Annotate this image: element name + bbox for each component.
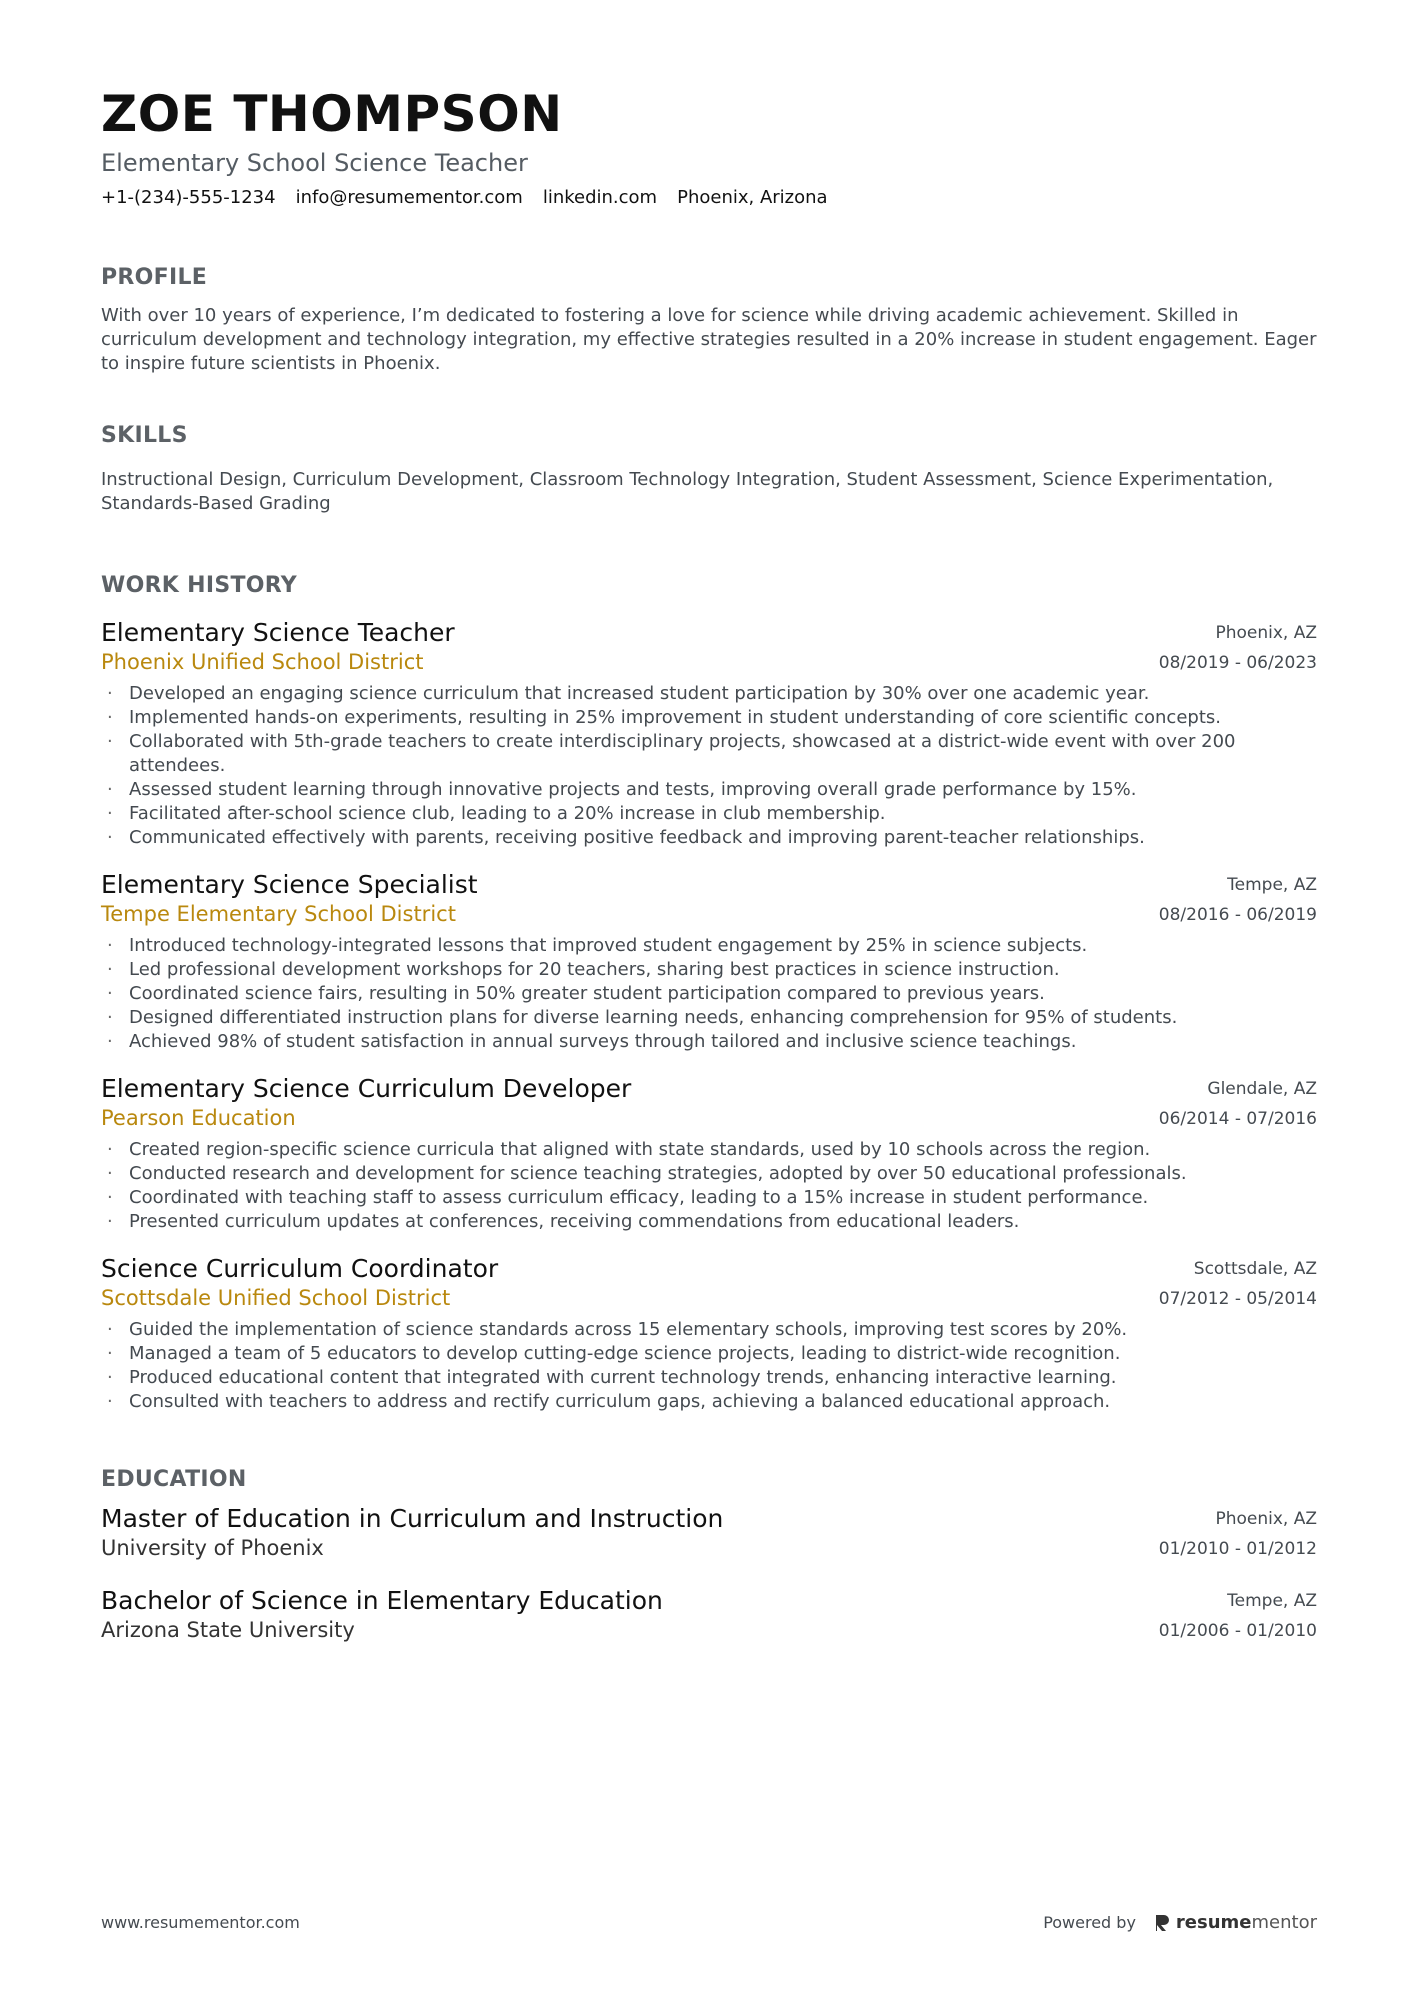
job-bullet: · Designed differentiated instruction plans for diverse learning needs, enhancing comprehension for 95% of students. [101,1006,1317,1030]
education-meta [1159,1586,1317,1646]
contact-location: Phoenix, Arizona [677,187,828,208]
skills-heading: SKILLS [101,423,188,448]
education-location: Tempe, AZ [1227,1591,1317,1611]
job-header [101,1074,1317,1134]
job-company: Pearson Education [101,1106,296,1130]
job-dates: 06/2014 - 07/2016 [1158,1109,1317,1129]
brand-bold: resume [1175,1912,1252,1933]
job-company: Scottsdale Unified School District [101,1286,451,1310]
education-heading: EDUCATION [101,1467,247,1492]
job-bullet: · Guided the implementation of science standards across 15 elementary schools, improving test scores by 20%. [101,1318,1317,1342]
job-entry [101,618,1317,850]
job-bullet: · Facilitated after-school science club, leading to a 20% increase in club membership. [101,802,1317,826]
contact-email[interactable]: info@resumementor.com [295,187,523,208]
contact-info [101,186,1317,210]
job-header [101,870,1317,930]
job-bullet: · Assessed student learning through innovative projects and tests, improving overall grade performance by 15%. [101,778,1317,802]
job-header [101,618,1317,678]
job-bullet: · Introduced technology-integrated lessons that improved student engagement by 25% in science subjects. [101,934,1317,958]
skills-text: Instructional Design, Curriculum Development, Classroom Technology Integration, Student Assessment, Science Experimentation, Standards-Based Grading [101,469,1274,514]
job-location: Phoenix, AZ [1215,623,1317,643]
job-entry [101,1254,1317,1414]
job-bullets [101,934,1317,1054]
contact-phone: +1-(234)-555-1234 [101,187,276,208]
job-bullet: · Coordinated with teaching staff to assess curriculum efficacy, leading to a 15% increase in student performance. [101,1186,1317,1210]
job-company: Phoenix Unified School District [101,650,424,674]
job-header [101,1254,1317,1314]
job-meta [1159,870,1317,930]
job-bullet: · Achieved 98% of student satisfaction in annual surveys through tailored and inclusive science teachings. [101,1030,1317,1054]
education-school: University of Phoenix [101,1536,324,1560]
education-school: Arizona State University [101,1618,355,1642]
job-dates: 08/2019 - 06/2023 [1158,653,1317,673]
candidate-title: Elementary School Science Teacher [101,149,528,177]
job-location: Scottsdale, AZ [1193,1259,1317,1279]
profile-text: With over 10 years of experience, I’m dedicated to fostering a love for science while driving academic achievement. Skilled in curriculum development and technology integration, my effective strategies resulted in a 20% increase in student engagement. Eager to inspire future scientists in Phoenix. [101,305,1317,374]
job-bullet: · Managed a team of 5 educators to develop cutting-edge science projects, leading to district-wide recognition. [101,1342,1317,1366]
job-dates: 08/2016 - 06/2019 [1158,905,1317,925]
education-title-block [101,1504,723,1562]
job-meta [1159,1254,1317,1314]
job-location: Tempe, AZ [1227,875,1317,895]
education-entry [101,1504,1317,1564]
job-title: Elementary Science Curriculum Developer [101,1074,632,1103]
job-title-block [101,1254,498,1312]
job-bullets [101,1318,1317,1414]
work-history-heading: WORK HISTORY [101,573,298,598]
job-bullet: · Developed an engaging science curriculum that increased student participation by 30% over one academic year. [101,682,1317,706]
education-dates: 01/2006 - 01/2010 [1158,1621,1317,1641]
resume-header [101,84,1317,210]
job-location: Glendale, AZ [1207,1079,1317,1099]
job-title: Science Curriculum Coordinator [101,1254,499,1283]
job-bullets [101,1138,1317,1234]
job-bullet: · Conducted research and development for science teaching strategies, adopted by over 50 educational professionals. [101,1162,1317,1186]
footer-website[interactable]: www.resumementor.com [101,1913,300,1932]
candidate-name: ZOE THOMPSON [101,85,563,143]
job-entry [101,870,1317,1054]
job-meta [1159,618,1317,678]
contact-linkedin[interactable]: linkedin.com [542,187,658,208]
resumementor-logo[interactable] [1154,1912,1317,1933]
job-title: Elementary Science Teacher [101,618,455,647]
page-footer [101,1912,1317,1933]
job-company: Tempe Elementary School District [101,902,456,926]
job-title-block [101,1074,631,1132]
job-dates: 07/2012 - 05/2014 [1158,1289,1317,1309]
education-degree: Bachelor of Science in Elementary Education [101,1586,663,1615]
brand-light: mentor [1251,1912,1317,1933]
education-title-block [101,1586,663,1644]
education-location: Phoenix, AZ [1215,1509,1317,1529]
job-meta [1159,1074,1317,1134]
education-degree: Master of Education in Curriculum and Instruction [101,1504,724,1533]
job-bullet: · Consulted with teachers to address and rectify curriculum gaps, achieving a balanced educational approach. [101,1390,1317,1414]
profile-section [101,264,1317,376]
education-dates: 01/2010 - 01/2012 [1158,1539,1317,1559]
job-bullet: · Presented curriculum updates at conferences, receiving commendations from educational leaders. [101,1210,1317,1234]
job-entry [101,1074,1317,1234]
job-bullet: · Implemented hands-on experiments, resulting in 25% improvement in student understanding of core scientific concepts. [101,706,1317,730]
job-bullet: · Collaborated with 5th-grade teachers to create interdisciplinary projects, showcased at a district-wide event with over 200 attendees. [101,730,1317,778]
resume-page [101,84,1317,1646]
job-title-block [101,618,455,676]
resumementor-logo-icon [1154,1913,1170,1933]
job-bullet: · Created region-specific science curricula that aligned with state standards, used by 10 schools across the region. [101,1138,1317,1162]
job-bullet: · Produced educational content that integrated with current technology trends, enhancing interactive learning. [101,1366,1317,1390]
education-section [101,1466,1317,1646]
powered-by-label: Powered by [1043,1913,1136,1932]
job-title: Elementary Science Specialist [101,870,478,899]
job-title-block [101,870,478,928]
education-meta [1159,1504,1317,1564]
job-bullets [101,682,1317,850]
job-bullet: · Led professional development workshops for 20 teachers, sharing best practices in science instruction. [101,958,1317,982]
skills-section [101,422,1317,516]
work-history-section [101,572,1317,1414]
powered-by [1043,1912,1317,1933]
job-bullet: · Coordinated science fairs, resulting in 50% greater student participation compared to previous years. [101,982,1317,1006]
job-bullet: · Communicated effectively with parents, receiving positive feedback and improving parent-teacher relationships. [101,826,1317,850]
profile-heading: PROFILE [101,265,208,290]
education-entry [101,1586,1317,1646]
